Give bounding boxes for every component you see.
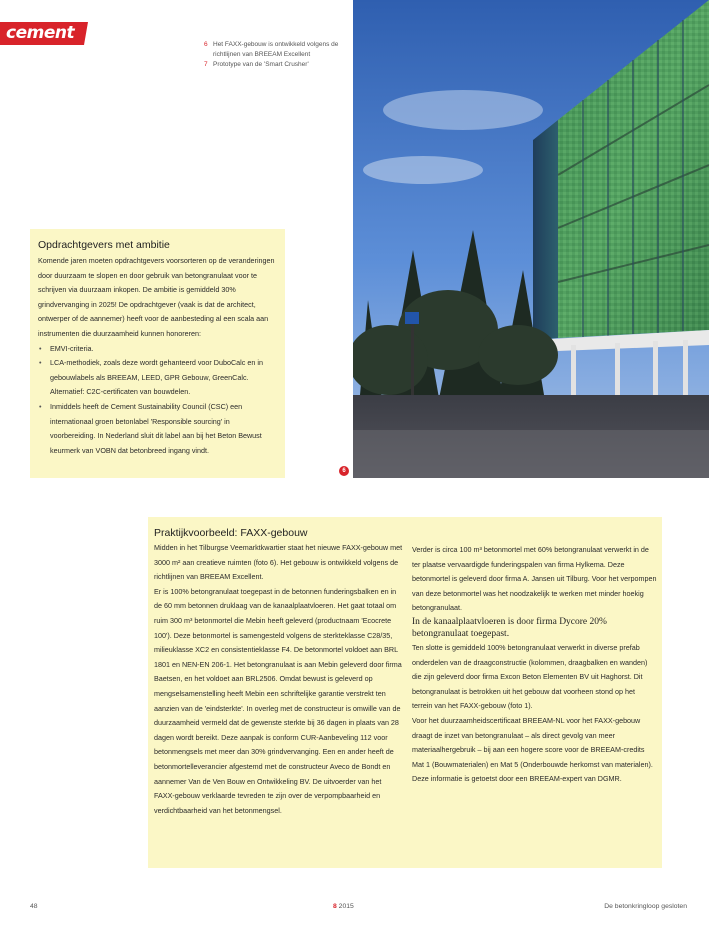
bullet-item: • EMVI-criteria. (38, 342, 277, 357)
paragraph: Midden in het Tilburgse Veemarktkwartier staat het nieuwe FAXX-gebouw met 3000 m² aan creatieve ruimten (foto 6). Het gebouw is ontwikkeld volgens de richtlijnen van BREEAM Excellent. (154, 543, 403, 582)
paragraph: Voor het duurzaamheidscertificaat BREEAM-NL voor het FAXX-gebouw draagt de inzet van betongranulaat – als direct gevolg van meer materiaalhergebruik – bij aan een hogere score voor de BREEAM-credits Mat 1 (Bouwmaterialen) en Mat 5 (Onderbouwde herkomst van materialen). Deze informatie is getoetst door een BREEAM-expert van DGMR. (412, 715, 653, 784)
page-number: 48 (30, 903, 38, 910)
faxx-building-photo (353, 0, 709, 478)
logo-text: cement (6, 23, 75, 43)
caption-text: Prototype van de 'Smart Crusher' (213, 61, 309, 68)
issue-number: 8 (333, 903, 337, 910)
caption-item (204, 60, 354, 70)
right-column (412, 543, 657, 787)
photo-number-badge: 6 (339, 466, 349, 476)
caption-item (204, 40, 354, 60)
section-title: De betonkringloop gesloten (604, 903, 687, 910)
faxx-example-box (148, 517, 662, 868)
paragraph: Er is 100% betongranulaat toegepast in de betonnen funderingsbalken en in de 60 mm betonnen druklaag van de kanaalplaatvloeren. Het gaat totaal om ruim 300 m³ betonmortel die Mebin heeft geleverd (productnaam 'Ecocrete 100'). Deze betonmortel is samengesteld volgens de sterkteklasse C28/35, milieuklasse XC2 en consistentieklasse F4. De betonmortel voldoet aan BRL 1801 en NEN-EN 206-1. Het betongranulaat is aan Mebin geleverd door firma Baetsen, en het voldoet aan BRL2506. Omdat bewust is geleverd op mengselsamenstelling heeft Mebin een schriftelijke garantie verstrekt ten aanzien van de 'eindsterkte'. In overleg met de constructeur is omwille van de duurzaamheid vermeld dat de gewenste sterkte bij 36 dagen in plaats van 28 dagen wordt bereikt. Deze aanpak is conform CUR-Aanbeveling 112 voor betonmengsels met meer dan 30% grindvervanging. Een en ander heeft de betonmortelleverancier afgestemd met de constructeur Aveco de Bondt en aannemer Van de Ven Bouw en Ontwikkeling BV. De uitvoerder van het FAXX-gebouw verklaarde tevreden te zijn over de verpompbaarheid en verdichtbaarheid van het betonmengsel. (154, 586, 402, 815)
issue-label (333, 903, 354, 910)
left-column (154, 541, 404, 818)
sidebox-bullet-list (38, 342, 277, 459)
issue-year: 2015 (338, 903, 354, 910)
bullet-item: • LCA-methodiek, zoals deze wordt gehanteerd voor DuboCalc en in gebouwlabels als BREEAM, LEED, GPR Gebouw, GreenCalc. Alternatief: C2C-certificaten van bouwdelen. (38, 356, 277, 400)
sidebox-title: Opdrachtgevers met ambitie (38, 239, 170, 251)
main-box-title: Praktijkvoorbeeld: FAXX-gebouw (154, 527, 308, 539)
ambition-sidebox (30, 229, 285, 478)
building-illustration (353, 0, 709, 478)
sidebox-intro: Komende jaren moeten opdrachtgevers voorsorteren op de veranderingen door duurzaam te slopen en door gebruik van betongranulaat voor te schrijven via duurzaam inkopen. De ambitie is gemiddeld 30% grindvervanging in 2025! De opdrachtgever (vaak is dat de architect, ontwerper of de aannemer) heeft voor de aanbesteding al een scala aan instrumenten die duurzaamheid kunnen honoreren: (38, 256, 275, 338)
cement-logo (0, 22, 88, 45)
paragraph: Ten slotte is gemiddeld 100% betongranulaat verwerkt in diverse prefab onderdelen van de draagconstructie (kolommen, draagbalken en wanden) die zijn geleverd door firma Excon Beton Elementen BV uit Haghorst. Dit betongranulaat is betrokken uit het gebouw dat voorheen stond op het terrein van het FAXX-gebouw (foto 1). (412, 642, 648, 711)
bullet-item: • Inmiddels heeft de Cement Sustainability Council (CSC) een internationaal groen betonlabel 'Responsible sourcing' in voorbereiding. In Nederland sluit dit label aan bij het Beton Bewust keurmerk van VOBN dat betonbreed ingang vindt. (38, 400, 277, 458)
paragraph: Verder is circa 100 m³ betonmortel met 60% betongranulaat verwerkt in de ter plaatse vervaardigde funderingspalen van firma Hylkema. Deze betonmortel is geleverd door firma A. Jansen uit Tilburg. Voor het verpompen van deze betonmortel was het noodzakelijk te werken met minder hoekig betongranulaat. (412, 545, 657, 613)
pull-quote: In de kanaalplaatvloeren is door firma Dycore 20% betongranulaat toegepast. (412, 616, 607, 640)
caption-number: 6 (204, 41, 208, 48)
caption-text: Het FAXX-gebouw is ontwikkeld volgens de richtlijnen van BREEAM Excellent (213, 41, 339, 58)
photo-captions (204, 40, 354, 70)
caption-number: 7 (204, 61, 208, 68)
